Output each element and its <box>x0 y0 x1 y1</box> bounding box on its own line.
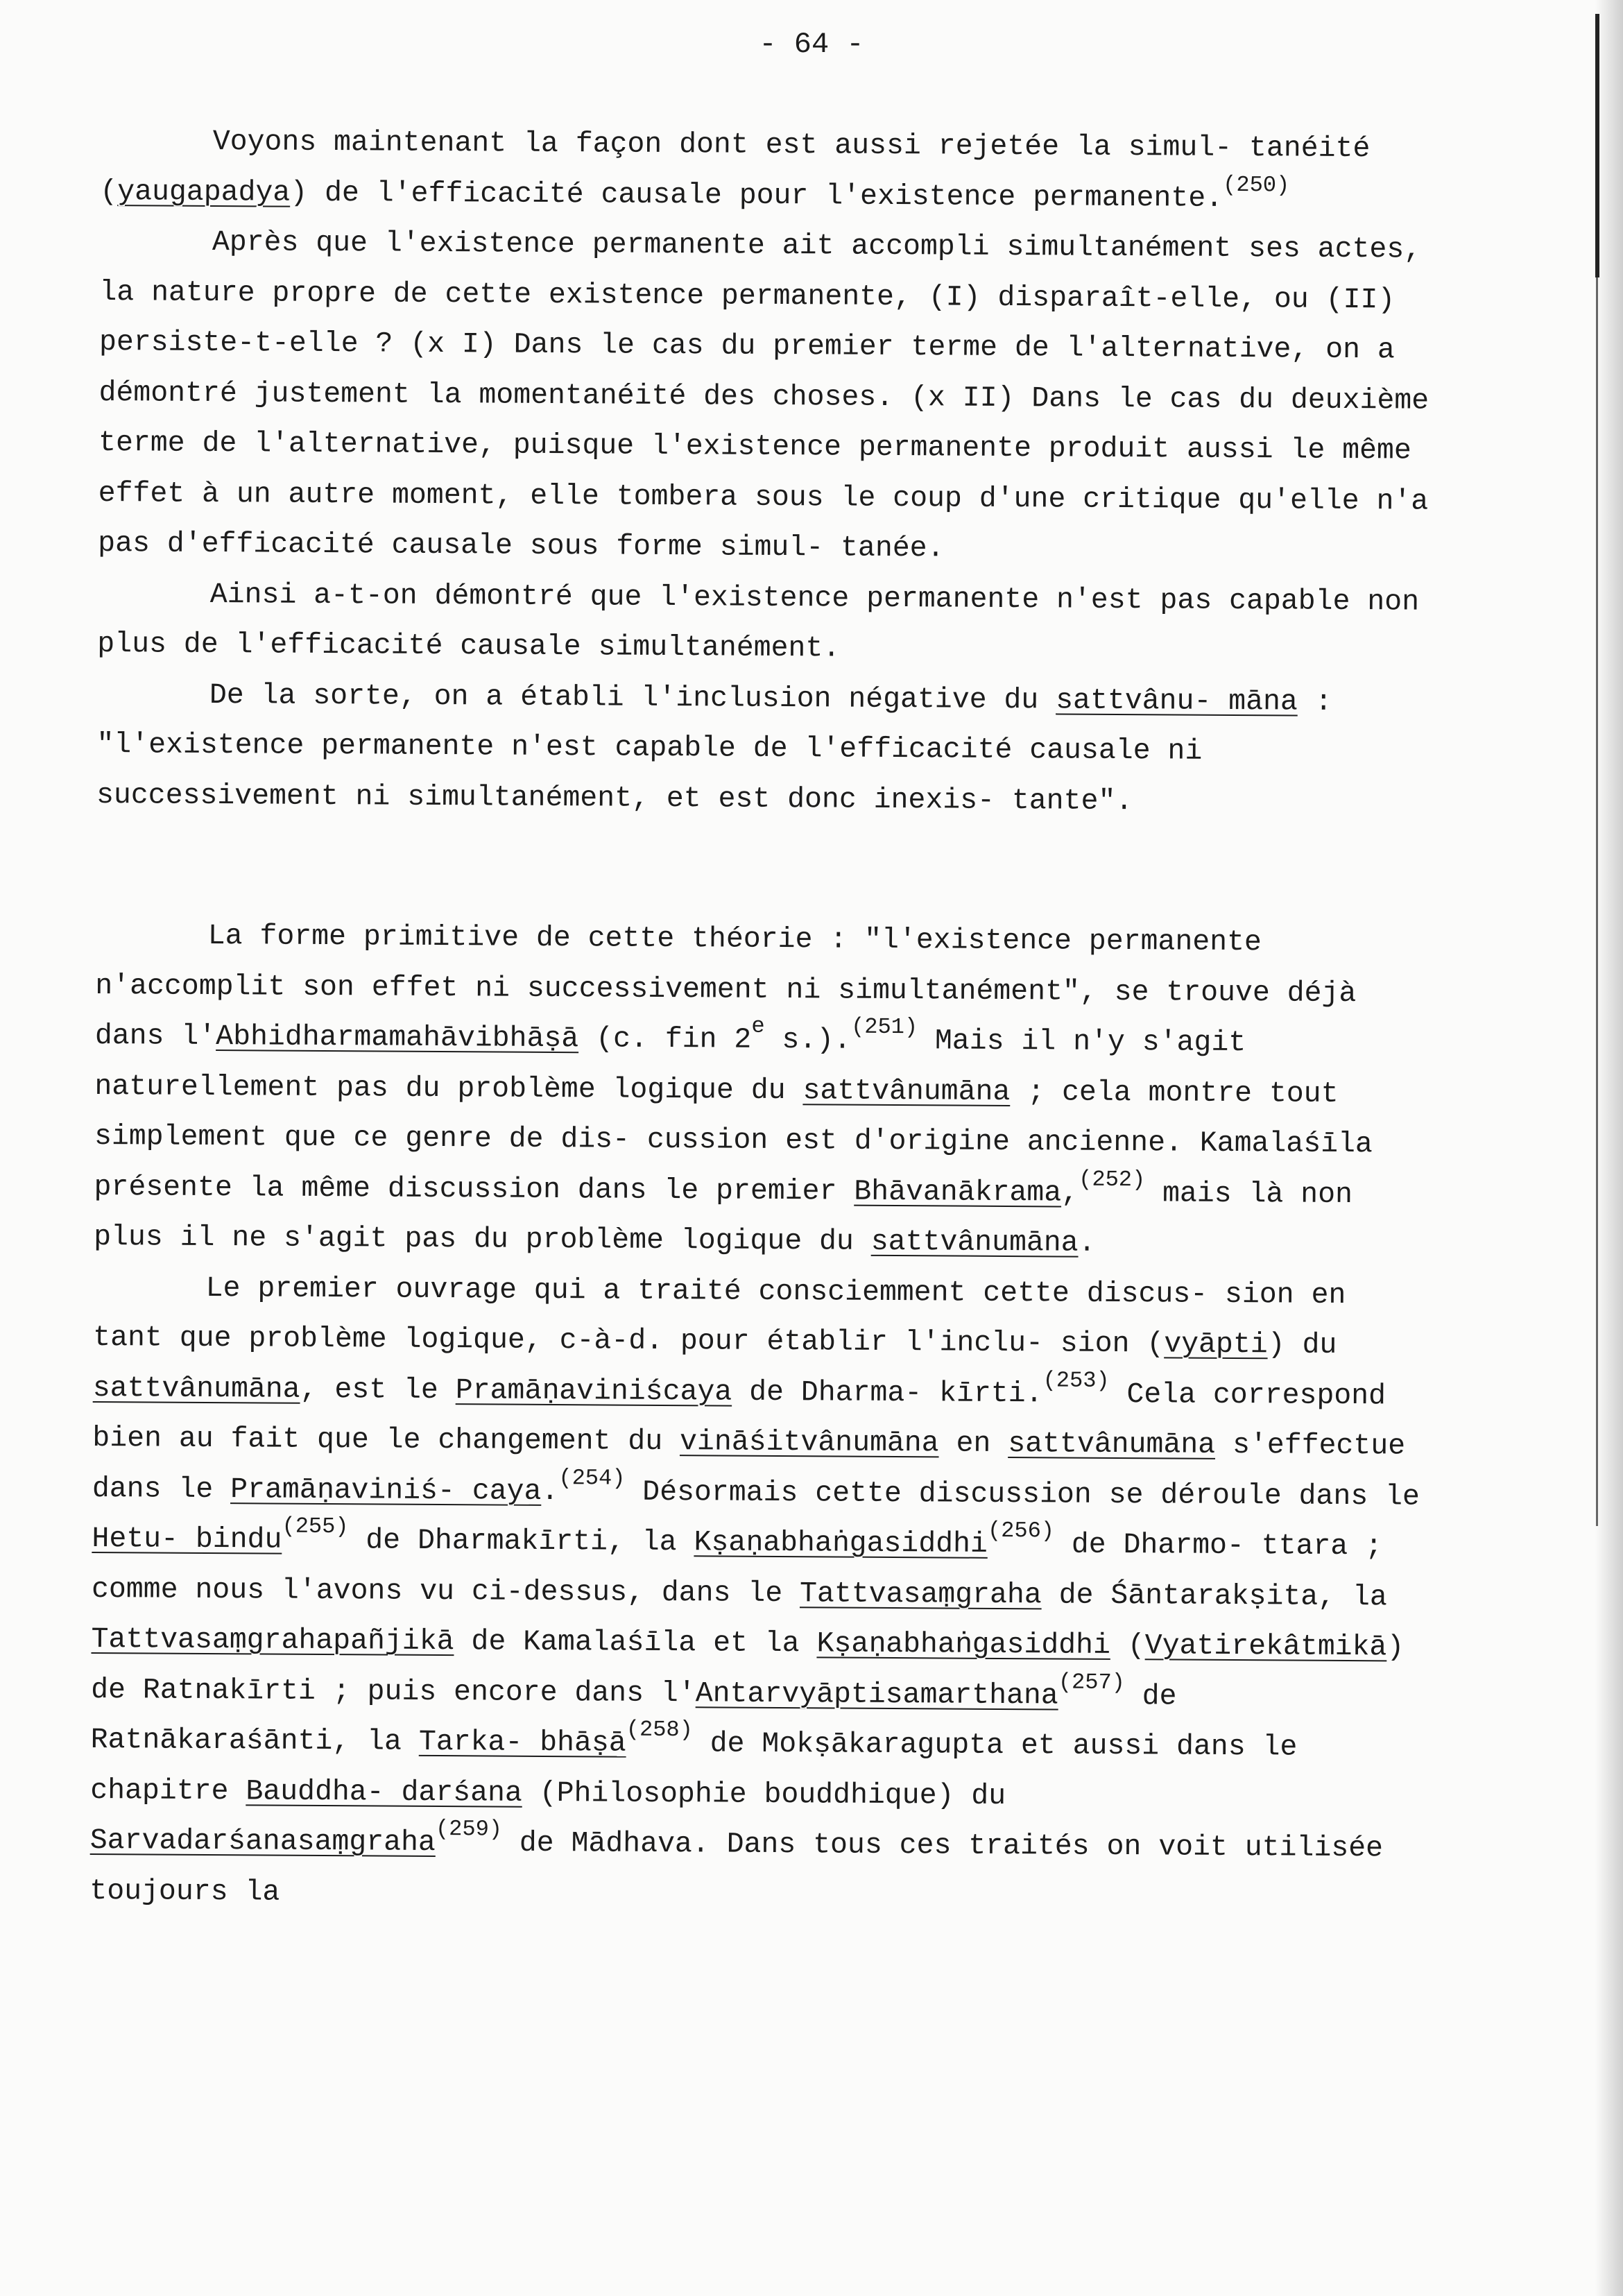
sanskrit-term: Tarka- bhāṣā <box>418 1725 626 1760</box>
footnote-ref: (254) <box>558 1464 626 1491</box>
text-run: de Dharmakīrti, la <box>348 1524 694 1559</box>
sanskrit-term: sattvânu- māna <box>1056 683 1298 719</box>
text-run: de Ratnākaraśānti, la <box>90 1679 1177 1758</box>
paragraph-4 <box>96 669 1436 828</box>
text-run: . <box>541 1475 559 1508</box>
paragraph-1 <box>100 117 1439 225</box>
text-run: : "l'existence permanente n'est capable de l'efficacité causale ni successivement ni simultanément, et est donc inexis- tante". <box>96 685 1332 818</box>
text-run: ) du <box>1267 1328 1337 1362</box>
text-run: de Mādhava. Dans tous ces traités on voit utilisée toujours la <box>89 1826 1384 1909</box>
text-run: De la sorte, on a établi l'inclusion négative du <box>209 678 1056 717</box>
text-run: de Mokṣākaragupta et aussi dans le chapitre <box>90 1727 1298 1808</box>
text-run: de Dharmo- ttara ; comme nous l'avons vu ci-dessus, dans le <box>91 1528 1383 1610</box>
paragraph-5 <box>94 911 1434 1271</box>
sanskrit-term: vyāpti <box>1164 1328 1268 1362</box>
superscript: e <box>751 1013 765 1039</box>
sanskrit-term: Kṣaṇabhaṅgasiddhi <box>816 1627 1111 1662</box>
sanskrit-term: sattvânumāna <box>92 1371 300 1406</box>
text-run: (c. fin 2 <box>578 1022 752 1056</box>
page-number: - 64 - <box>759 28 864 61</box>
text-run: (Philosophie bouddhique) du <box>522 1776 1006 1813</box>
text-run: La forme primitive de cette théorie : "l'existence permanente n'accomplit son effet ni successivement ni simultanément", se trouve déjà dans l' <box>94 919 1357 1054</box>
text-run: en <box>938 1427 1008 1461</box>
paragraph-6 <box>89 1262 1432 1924</box>
text-run: ) de Ratnakīrti ; puis encore dans l' <box>91 1631 1405 1710</box>
edge-shadow <box>1595 0 1623 2296</box>
text-run: ( <box>1110 1629 1145 1663</box>
sanskrit-term: yaugapadya <box>117 175 291 209</box>
footnote-ref: (258) <box>626 1716 693 1743</box>
footnote-ref: (253) <box>1042 1367 1110 1394</box>
edge-line <box>1596 277 1598 1526</box>
text-run: Le premier ouvrage qui a traité consciemment cette discus- sion en tant que problème logique, c-à-d. pour établir l'inclu- sion ( <box>93 1271 1346 1361</box>
text-run: de Śāntarakṣita, la <box>1041 1578 1387 1613</box>
sanskrit-term: Antarvyāptisamarthana <box>695 1677 1058 1712</box>
sanskrit-term: sattvânumāna <box>802 1074 1011 1108</box>
sanskrit-term: Tattvasaṃgraha <box>799 1577 1042 1611</box>
edge-line <box>1595 14 1599 277</box>
text-run: s.). <box>764 1023 852 1057</box>
text-run: Après que l'existence permanente ait accompli simultanément ses actes, la nature propre de cette existence permanente, (I) disparaît-elle, ou (II) persiste-t-elle ? (x I) Dans le cas du premier terme de l'alternative, on a démontré justement la momentanéité des choses. (x II) Dans le cas du deuxième terme de l'alternative, puisque l'existence permanente produit aussi le même effet à un autre moment, elle tombera sous le coup d'une critique qu'elle n'a pas d'efficacité causale sous forme simul- tanée. <box>98 225 1429 565</box>
text-run: , <box>1061 1176 1079 1210</box>
text-run: mais là non plus il ne s'agit pas du problème logique du <box>93 1176 1353 1258</box>
sanskrit-term: Pramāṇaviniś- caya <box>230 1473 542 1508</box>
sanskrit-term: Vyatirekâtmikā <box>1144 1629 1387 1664</box>
footnote-ref: (250) <box>1223 171 1290 198</box>
sanskrit-term: Abhidharmamahāvibhāṣā <box>216 1020 579 1056</box>
sanskrit-term: vināśitvânumāna <box>679 1425 939 1460</box>
sanskrit-term: Kṣaṇabhaṅgasiddhi <box>694 1526 988 1561</box>
text-run: Mais il n'y s'agit naturellement pas du problème logique du <box>94 1025 1246 1107</box>
sanskrit-term: Bhāvanākrama <box>854 1175 1062 1209</box>
text-run: ) de l'efficacité causale pour l'existence permanente. <box>290 176 1223 215</box>
text-run: de Kamalaśīla et la <box>454 1625 817 1661</box>
footnote-ref: (251) <box>851 1013 918 1040</box>
sanskrit-term: Tattvasaṃgrahapañjikā <box>91 1622 454 1659</box>
sanskrit-term: Sarvadarśanasaṃgraha <box>89 1824 436 1859</box>
footnote-ref: (257) <box>1058 1668 1126 1695</box>
paragraph-2 <box>98 217 1439 577</box>
footnote-ref: (259) <box>435 1815 503 1842</box>
text-run: s'effectue dans le <box>92 1428 1406 1506</box>
sanskrit-term: Pramāṇaviniścaya <box>455 1373 732 1409</box>
text-run: . <box>1078 1226 1096 1260</box>
section-gap <box>96 821 1435 919</box>
text-run: Ainsi a-t-on démontré que l'existence permanente n'est pas capable non plus de l'efficacité causale simultanément. <box>97 578 1420 665</box>
text-run: Désormais cette discussion se déroule dans le <box>625 1475 1420 1514</box>
sanskrit-term: sattvânumāna <box>1008 1428 1216 1462</box>
sanskrit-term: sattvânumāna <box>870 1225 1079 1260</box>
footnote-ref: (252) <box>1079 1166 1146 1192</box>
footnote-ref: (256) <box>987 1517 1055 1544</box>
paragraph-3 <box>97 569 1436 678</box>
text-run: Voyons maintenant la façon dont est aussi rejetée la simul- tanéité ( <box>100 125 1371 208</box>
footnote-ref: (255) <box>282 1513 349 1540</box>
page-edge-scan-artifact <box>1581 0 1623 2296</box>
body-text <box>89 117 1439 1925</box>
text-run: , est le <box>300 1373 456 1407</box>
sanskrit-term: Hetu- bindu <box>92 1522 282 1557</box>
sanskrit-term: Bauddha- darśana <box>246 1774 523 1810</box>
text-run: ; cela montre tout simplement que ce genre de dis- cussion est d'origine ancienne. Kamalaśīla présente la même discussion dans le premier <box>94 1075 1373 1208</box>
text-run: de Dharma- kīrti. <box>732 1376 1043 1410</box>
text-run: Cela correspond bien au fait que le changement du <box>92 1378 1386 1459</box>
